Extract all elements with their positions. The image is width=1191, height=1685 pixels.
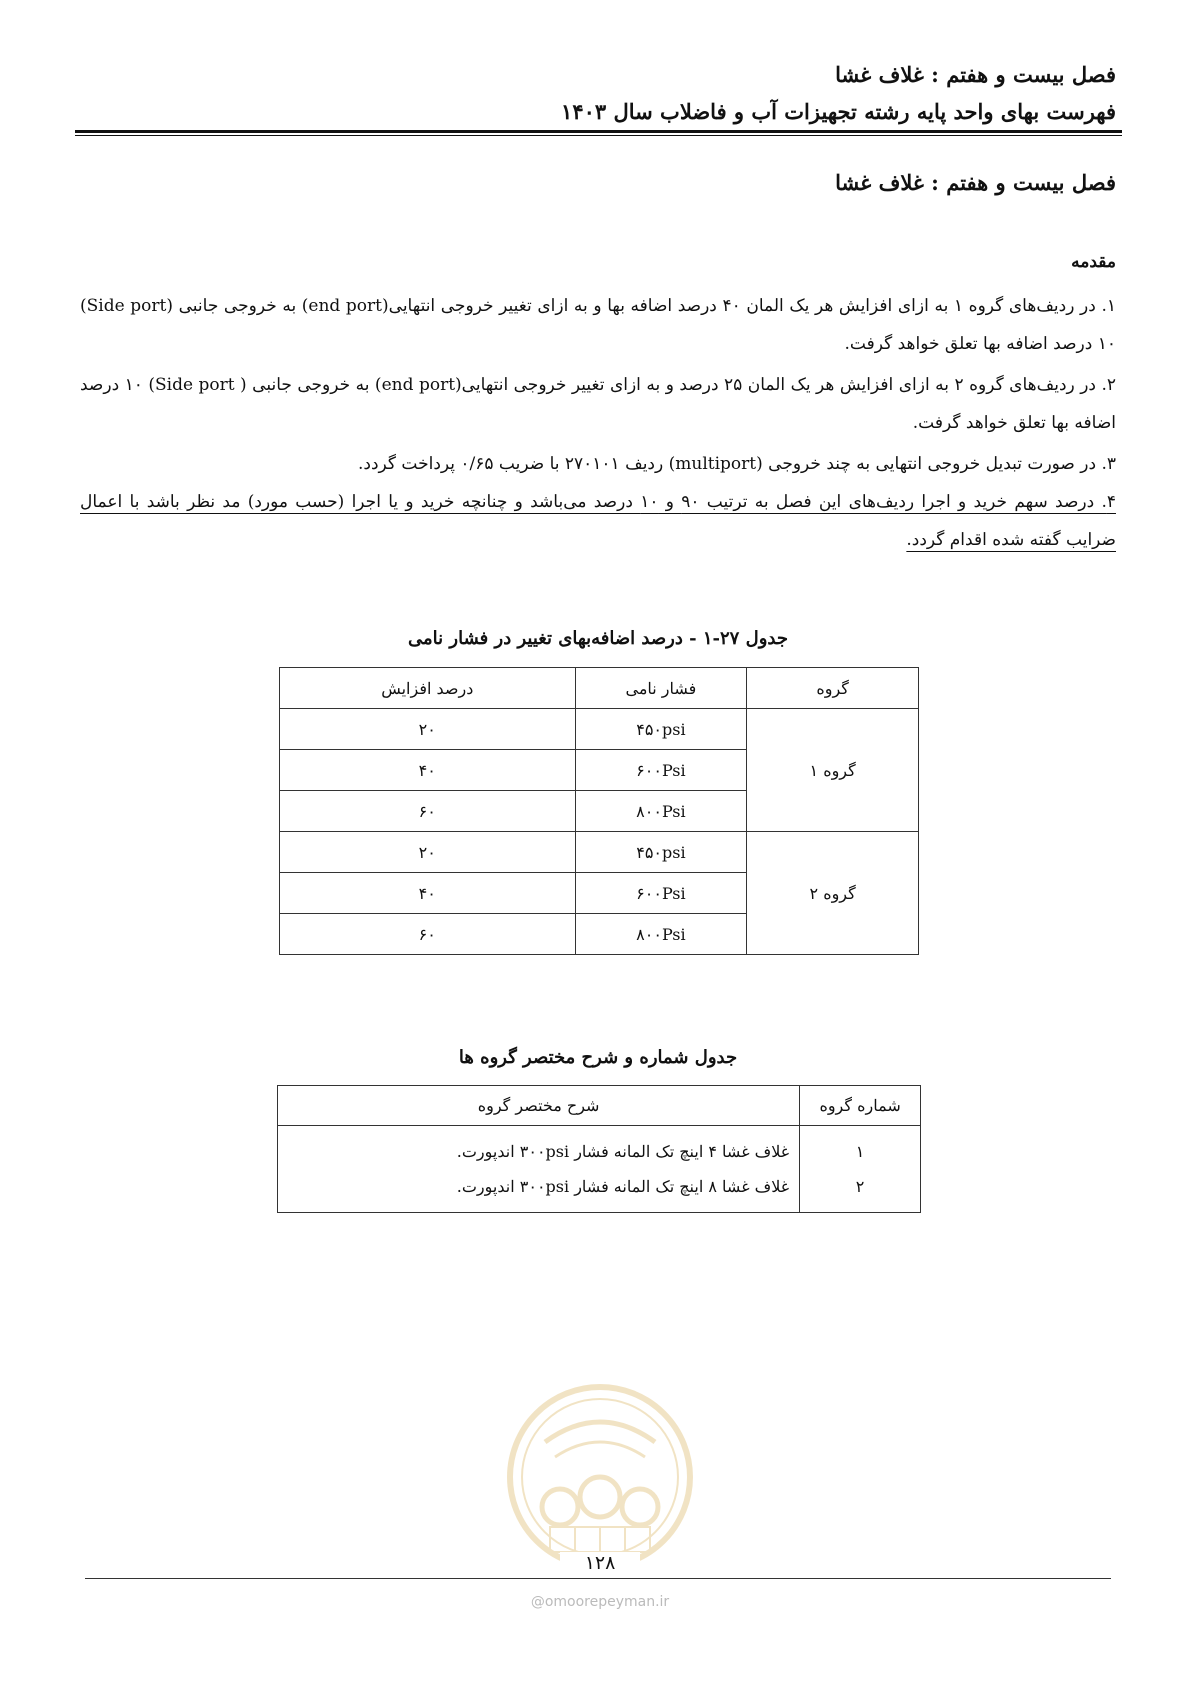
- table-header-row: [280, 668, 919, 709]
- intro-paragraph-4-text: ۴. درصد سهم خرید و اجرا ردیف‌های این فصل به ترتیب ۹۰ و ۱۰ درصد می‌باشد و چنانچه خرید و یا اجرا (حسب مورد) مد نظر باشد با اعمال ضرایب گفته شده اقدام گردد.: [80, 492, 1116, 550]
- table-header-row: [278, 1086, 921, 1126]
- increase-cell: ۴۰: [280, 750, 576, 791]
- watermark-url: @omoorepeyman.ir: [530, 1594, 670, 1610]
- column-header-increase: درصد افزایش: [280, 668, 576, 709]
- pressure-cell: ۴۵۰psi: [575, 709, 747, 750]
- table-row: [278, 1126, 921, 1170]
- group-cell: گروه ۲: [747, 832, 919, 955]
- table-row: [278, 1169, 921, 1213]
- pressure-surcharge-table: [279, 667, 919, 955]
- group-description-cell: غلاف غشا ۸ اینچ تک المانه فشار ۳۰۰psi اندپورت.: [278, 1169, 800, 1213]
- column-header-description: شرح مختصر گروه: [278, 1086, 800, 1126]
- pressure-cell: ۴۵۰psi: [575, 832, 747, 873]
- table-row: [280, 709, 919, 750]
- header-rule-thin: [75, 135, 1122, 136]
- column-header-group: گروه: [747, 668, 919, 709]
- table-row: [280, 832, 919, 873]
- group-number-cell: ۲: [800, 1169, 921, 1213]
- increase-cell: ۶۰: [280, 914, 576, 955]
- column-header-group-number: شماره گروه: [800, 1086, 921, 1126]
- pressure-cell: ۶۰۰Psi: [575, 750, 747, 791]
- increase-cell: ۲۰: [280, 832, 576, 873]
- chapter-title: فصل بیست و هفتم : غلاف غشا: [835, 170, 1116, 195]
- increase-cell: ۲۰: [280, 709, 576, 750]
- increase-cell: ۶۰: [280, 791, 576, 832]
- intro-heading: مقدمه: [1071, 252, 1116, 272]
- watermark-logo-icon: [505, 1382, 695, 1572]
- pressure-cell: ۸۰۰Psi: [575, 914, 747, 955]
- table1-caption: جدول ۲۷-۱ - درصد اضافه‌بهای تغییر در فشار نامی: [408, 628, 788, 649]
- pressure-cell: ۸۰۰Psi: [575, 791, 747, 832]
- pressure-cell: ۶۰۰Psi: [575, 873, 747, 914]
- header-rule-thick: [75, 130, 1122, 133]
- group-description-table: [277, 1085, 921, 1213]
- intro-paragraph-4: [80, 483, 1116, 559]
- intro-paragraph-3: ۳. در صورت تبدیل خروجی انتهایی به چند خروجی (multiport) ردیف ۲۷۰۱۰۱ با ضریب ۰/۶۵ پرداخت گردد.: [357, 454, 1116, 474]
- footer-rule: [85, 1578, 1111, 1579]
- header-document-title: فهرست بهای واحد پایه رشته تجهیزات آب و فاضلاب سال ۱۴۰۳: [561, 99, 1116, 124]
- page-number: ۱۲۸: [560, 1552, 640, 1574]
- intro-paragraph-2: ۲. در ردیف‌های گروه ۲ به ازای افزایش هر یک المان ۲۵ درصد و به ازای تغییر خروجی انتهایی(end port) به خروجی جانبی ( Side port) ۱۰ درصد اضافه بها تعلق خواهد گرفت.: [80, 375, 1117, 433]
- table2-caption: جدول شماره و شرح مختصر گروه ها: [458, 1047, 738, 1068]
- group-number-cell: ۱: [800, 1126, 921, 1170]
- column-header-pressure: فشار نامی: [575, 668, 747, 709]
- header-chapter-title: فصل بیست و هفتم : غلاف غشا: [835, 62, 1116, 87]
- group-description-cell: غلاف غشا ۴ اینچ تک المانه فشار ۳۰۰psi اندپورت.: [278, 1126, 800, 1170]
- intro-paragraph-1: ۱. در ردیف‌های گروه ۱ به ازای افزایش هر یک المان ۴۰ درصد اضافه بها و به ازای تغییر خروجی انتهایی(end port) به خروجی جانبی (Side port) ۱۰ درصد اضافه بها تعلق خواهد گرفت.: [80, 296, 1116, 354]
- group-cell: گروه ۱: [747, 709, 919, 832]
- increase-cell: ۴۰: [280, 873, 576, 914]
